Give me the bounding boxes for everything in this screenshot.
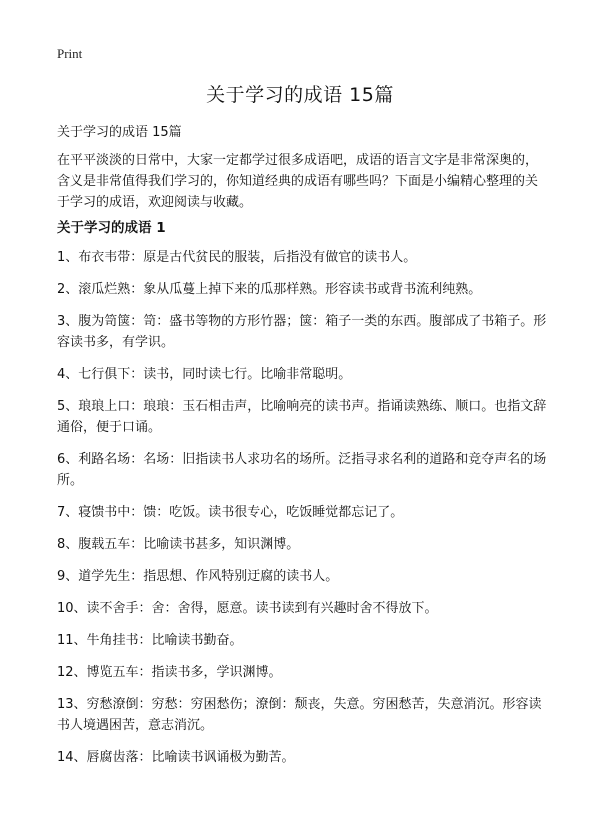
document-subtitle: 关于学习的成语 15篇: [57, 125, 182, 140]
list-item: 10、读不舍手：舍：舍得，愿意。读书读到有兴趣时舍不得放下。: [57, 601, 438, 616]
list-item: 7、寝馈书中：馈：吃饭。读书很专心，吃饭睡觉都忘记了。: [57, 505, 404, 520]
idiom-list: [57, 247, 549, 779]
print-label: Print: [57, 46, 83, 61]
list-item: 4、七行俱下：读书，同时读七行。比喻非常聪明。: [57, 367, 352, 382]
section-heading: 关于学习的成语 1: [57, 220, 166, 236]
list-item: 9、道学先生：指思想、作风特别迂腐的读书人。: [57, 569, 339, 584]
list-item: 6、利路名场：名场：旧指读书人求功名的场所。泛指寻求名利的道路和竞夺声名的场所。: [57, 452, 547, 488]
page-title: 关于学习的成语 15篇: [206, 84, 394, 106]
intro-paragraph: 在平平淡淡的日常中，大家一定都学过很多成语吧，成语的语言文字是非常深奥的，含义是非常值得我们学习的，你知道经典的成语有哪些吗？下面是小编精心整理的关于学习的成语，欢迎阅读与收藏。: [57, 153, 539, 210]
list-item: 8、腹载五车：比喻读书甚多，知识渊博。: [57, 537, 300, 552]
list-item: 2、滚瓜烂熟：象从瓜蔓上掉下来的瓜那样熟。形容读书或背书流利纯熟。: [57, 282, 482, 297]
list-item: 1、布衣韦带：原是古代贫民的服装，后指没有做官的读书人。: [57, 250, 417, 265]
list-item: 5、琅琅上口：琅琅：玉石相击声，比喻响亮的读书声。指诵读熟练、顺口。也指文辞通俗，便于口诵。: [57, 399, 547, 435]
list-item: 11、牛角挂书：比喻读书勤奋。: [57, 633, 243, 648]
list-item: 12、博览五车：指读书多，学识渊博。: [57, 665, 282, 680]
list-item: 3、腹为笥箧：笥：盛书等物的方形竹器；箧：箱子一类的东西。腹部成了书箱子。形容读书多，有学识。: [57, 314, 547, 350]
list-item: 14、唇腐齿落：比喻读书讽诵极为勤苦。: [57, 750, 295, 765]
list-item: 13、穷愁潦倒：穷愁：穷困愁伤；潦倒：颓丧，失意。穷困愁苦，失意消沉。形容读书人境遇困苦，意志消沉。: [57, 697, 542, 733]
